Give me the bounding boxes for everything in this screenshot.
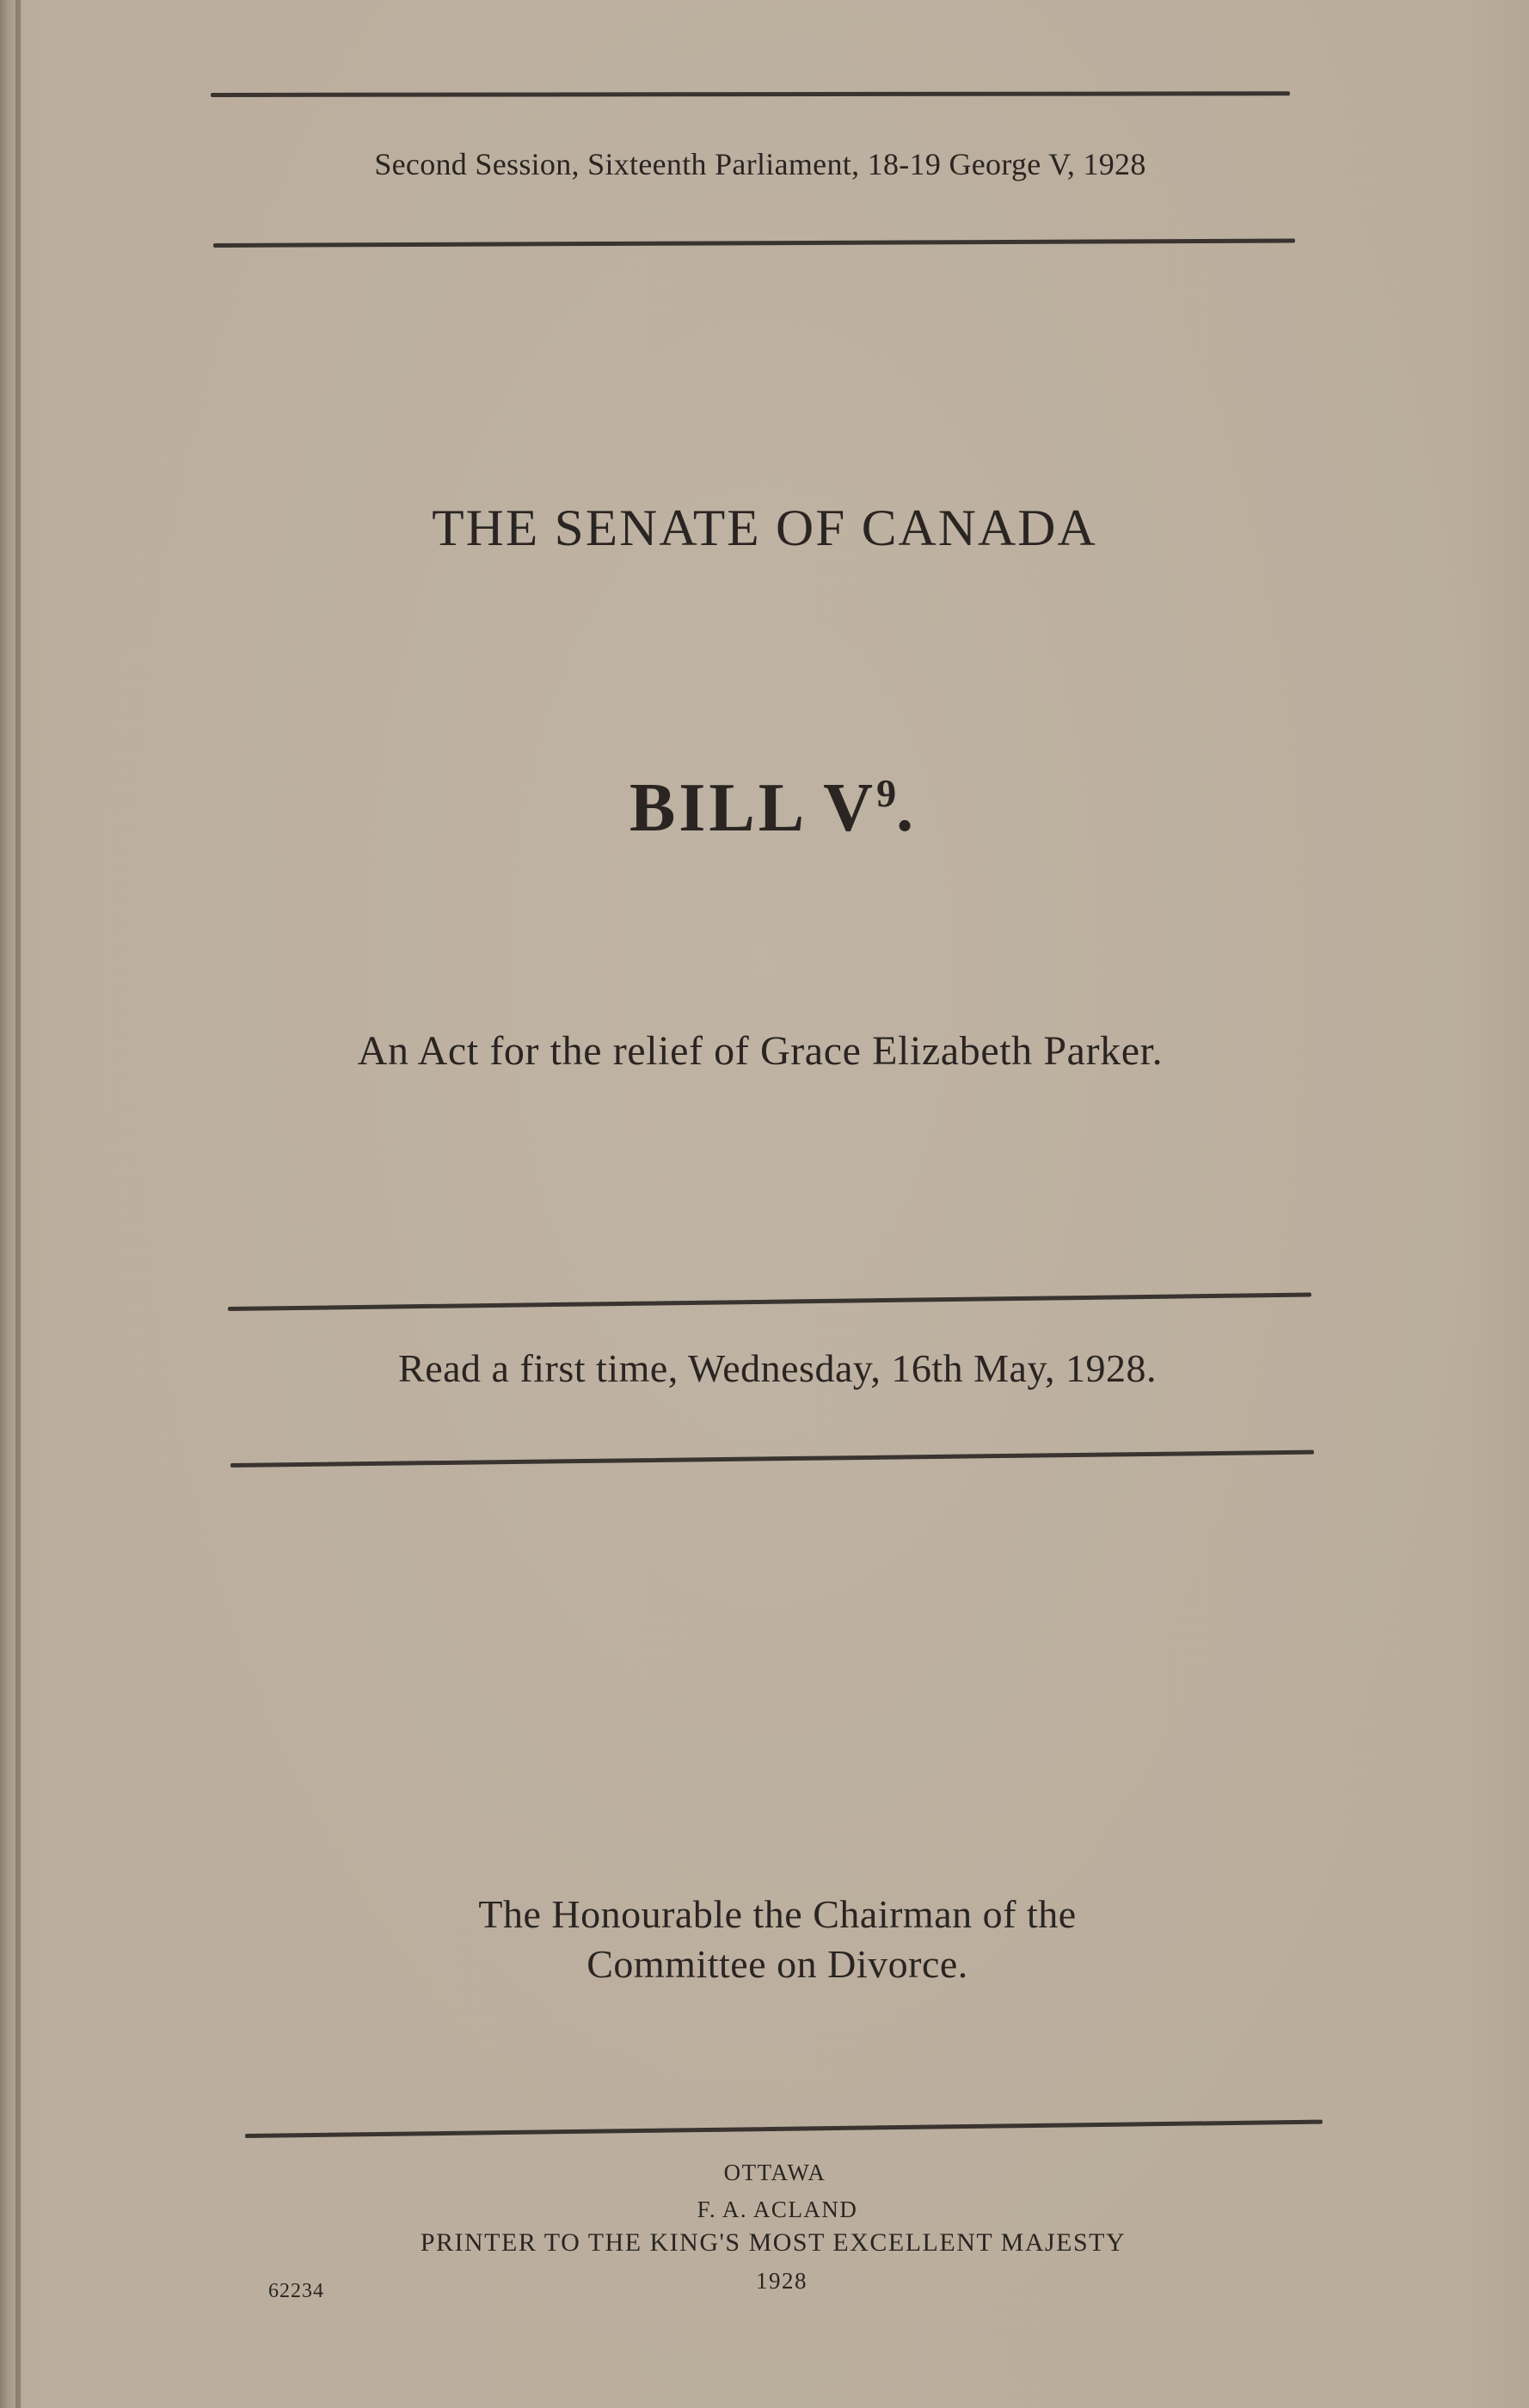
bill-number (9, 769, 1529, 848)
document-number: 62234 (268, 2280, 324, 2302)
institution-title: THE SENATE OF CANADA (432, 499, 1097, 556)
top-rule-2 (213, 239, 1295, 248)
bill-prefix: BILL V (629, 770, 877, 846)
bill-superscript: 9 (876, 771, 897, 815)
bottom-rule (245, 2120, 1323, 2138)
session-line: Second Session, Sixteenth Parliament, 18-19 George V, 1928 (374, 147, 1146, 181)
sponsor-line-1: The Honourable the Chairman of the (478, 1892, 1077, 1936)
act-title: An Act for the relief of Grace Elizabeth Parker. (357, 1028, 1164, 1074)
imprint-city: OTTAWA (723, 2160, 826, 2185)
binding-edge (15, 0, 21, 2408)
imprint-year: 1928 (756, 2268, 807, 2294)
bill-suffix: . (896, 770, 918, 846)
middle-rule-1 (228, 1293, 1311, 1311)
sponsor-line-2: Committee on Divorce. (586, 1942, 968, 1986)
middle-rule-2 (230, 1450, 1314, 1467)
first-reading-line: Read a first time, Wednesday, 16th May, 1928. (398, 1346, 1157, 1390)
top-rule-1 (211, 91, 1290, 97)
imprint-printer-title: PRINTER TO THE KING'S MOST EXCELLENT MAJESTY (420, 2228, 1127, 2257)
imprint-printer-name: F. A. ACLAND (697, 2197, 858, 2222)
